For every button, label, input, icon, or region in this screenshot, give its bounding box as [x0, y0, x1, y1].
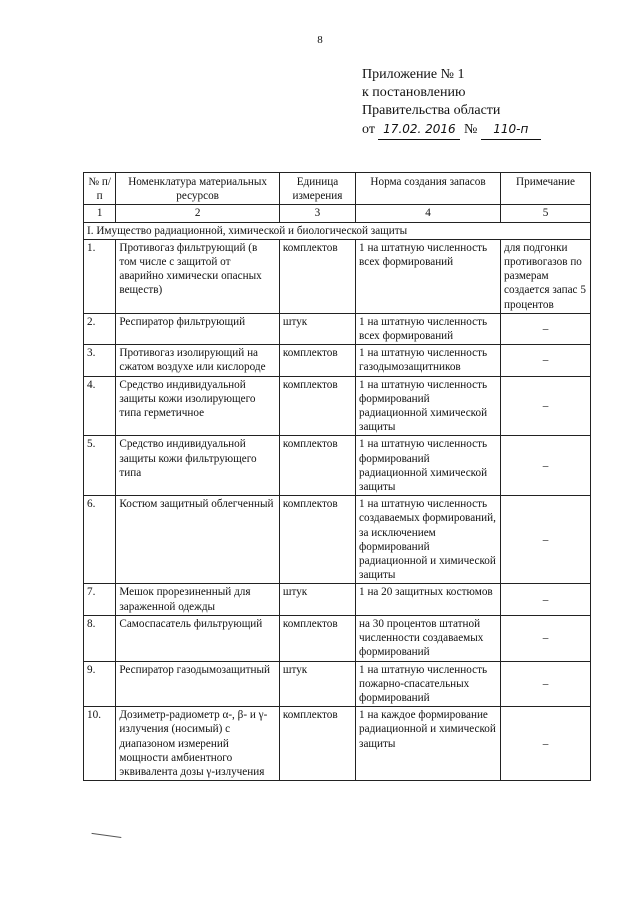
row-norm: 1 на штатную численность пожарно-спасательных формирований: [356, 661, 501, 707]
row-note: –: [501, 313, 591, 344]
header-nomenclature: Номенклатура материальных ресурсов: [116, 173, 280, 205]
table-row: [84, 313, 591, 344]
row-number: 5.: [84, 436, 116, 496]
row-unit: штук: [279, 584, 355, 615]
table-row: [84, 661, 591, 707]
column-number: 1: [84, 205, 116, 222]
row-number: 10.: [84, 707, 116, 781]
number-sign: №: [463, 122, 478, 137]
row-name: Самоспасатель фильтрующий: [116, 615, 280, 661]
appendix-title: Приложение № 1: [362, 67, 465, 82]
appendix-line-government: Правительства области: [362, 103, 501, 118]
row-unit: штук: [279, 661, 355, 707]
scan-mark: [92, 825, 123, 838]
row-norm: 1 на каждое формирование радиационной и химической защиты: [356, 707, 501, 781]
column-number: 2: [116, 205, 280, 222]
row-note: –: [501, 707, 591, 781]
row-note: –: [501, 496, 591, 584]
table-row: [84, 239, 591, 313]
table-row: [84, 376, 591, 436]
row-name: Дозиметр-радиометр α-, β- и γ-излучения (носимый) с диапазоном измерений мощности амбиентного эквивалента дозы γ-излучения: [116, 707, 280, 781]
row-norm: на 30 процентов штатной численности создаваемых формирований: [356, 615, 501, 661]
handwritten-number-text: 110-п: [493, 122, 529, 136]
row-unit: комплектов: [279, 707, 355, 781]
row-name: Мешок прорезиненный для зараженной одежды: [116, 584, 280, 615]
column-number: 5: [501, 205, 591, 222]
row-norm: 1 на штатную численность всех формирований: [356, 239, 501, 313]
row-number: 9.: [84, 661, 116, 707]
column-number: 3: [279, 205, 355, 222]
row-number: 8.: [84, 615, 116, 661]
row-name: Противогаз фильтрующий (в том числе с защитой от аварийно химически опасных веществ): [116, 239, 280, 313]
appendix-header: [362, 66, 622, 140]
handwritten-number: [481, 120, 541, 140]
header-norm: Норма создания запасов: [356, 173, 501, 205]
row-note: –: [501, 661, 591, 707]
resources-table: [83, 172, 591, 781]
row-number: 1.: [84, 239, 116, 313]
row-note: для подгонки противогазов по размерам создается запас 5 процентов: [501, 239, 591, 313]
date-prefix: от: [362, 122, 375, 137]
page-number: 8: [317, 34, 323, 46]
row-name: Костюм защитный облегченный: [116, 496, 280, 584]
table-row: [84, 345, 591, 376]
row-norm: 1 на штатную численность формирований радиационной химической защиты: [356, 376, 501, 436]
row-note: –: [501, 376, 591, 436]
row-number: 4.: [84, 376, 116, 436]
appendix-line-resolution: к постановлению: [362, 85, 466, 100]
row-unit: комплектов: [279, 376, 355, 436]
row-name: Респиратор фильтрующий: [116, 313, 280, 344]
header-note: Примечание: [501, 173, 591, 205]
row-note: –: [501, 584, 591, 615]
row-norm: 1 на 20 защитных костюмов: [356, 584, 501, 615]
row-note: –: [501, 615, 591, 661]
row-norm: 1 на штатную численность всех формирований: [356, 313, 501, 344]
row-note: –: [501, 345, 591, 376]
section-row: [84, 222, 591, 239]
row-name: Средство индивидуальной защиты кожи фильтрующего типа: [116, 436, 280, 496]
row-unit: штук: [279, 313, 355, 344]
row-norm: 1 на штатную численность формирований радиационной химической защиты: [356, 436, 501, 496]
row-name: Противогаз изолирующий на сжатом воздухе или кислороде: [116, 345, 280, 376]
row-note: –: [501, 436, 591, 496]
row-unit: комплектов: [279, 496, 355, 584]
section-title: I. Имущество радиационной, химической и биологической защиты: [84, 222, 591, 239]
row-unit: комплектов: [279, 436, 355, 496]
row-unit: комплектов: [279, 345, 355, 376]
column-number: 4: [356, 205, 501, 222]
row-norm: 1 на штатную численность создаваемых формирований, за исключением формирований радиационной и химической защиты: [356, 496, 501, 584]
table-row: [84, 707, 591, 781]
header-unit: Единица измерения: [279, 173, 355, 205]
handwritten-date: [378, 120, 460, 140]
row-number: 2.: [84, 313, 116, 344]
row-number: 3.: [84, 345, 116, 376]
table-row: [84, 584, 591, 615]
row-unit: комплектов: [279, 615, 355, 661]
row-number: 7.: [84, 584, 116, 615]
table-row: [84, 436, 591, 496]
header-number: № п/п: [84, 173, 116, 205]
row-unit: комплектов: [279, 239, 355, 313]
column-number-row: [84, 205, 591, 222]
handwritten-date-text: 17.02. 2016: [383, 122, 456, 136]
table-row: [84, 615, 591, 661]
row-norm: 1 на штатную численность газодымозащитников: [356, 345, 501, 376]
table-header-row: [84, 173, 591, 205]
table-row: [84, 496, 591, 584]
row-number: 6.: [84, 496, 116, 584]
appendix-date-line: [362, 120, 622, 140]
row-name: Респиратор газодымозащитный: [116, 661, 280, 707]
row-name: Средство индивидуальной защиты кожи изолирующего типа герметичное: [116, 376, 280, 436]
